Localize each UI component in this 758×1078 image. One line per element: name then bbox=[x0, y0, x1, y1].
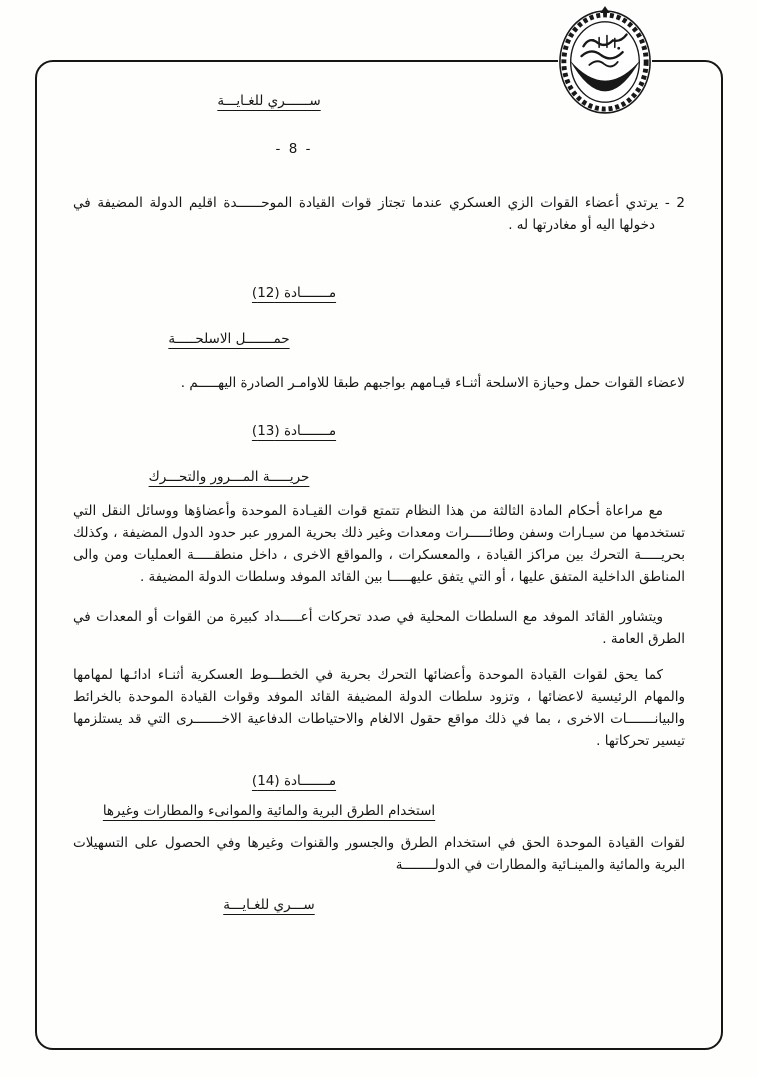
article-13-subject bbox=[0, 466, 535, 488]
article-14-title bbox=[0, 770, 600, 792]
article-13-title-text: مـــــــادة (13) bbox=[251, 423, 337, 439]
article-13-paragraph-1: مع مراعاة أحكام المادة الثالثة من هذا النظام تتمتع قوات القيـادة الموحدة وأعضاؤها ووسائل النقل التي تستخدمها من سيـارات وسفن وطائـــــرات ومعدات وغير ذلك بحرية المرور عبر حدود الدول المضيفة ، وكذلك بحريـــــة التحرك بين مراكز القيادة ، والمعسكرات ، والمواقع الاخرى ، داخل منطقـــــة العمليات ومن والى المناطق الداخلية المتفق عليها ، أو التي يتفق عليهـــــا بين القائد الموفد وسلطات الدولة المضيفة . bbox=[73, 503, 685, 585]
article-13-paragraph-3: كما يحق لقوات القيادة الموحدة وأعضائها التحرك بحرية في الخطـــوط العسكرية أثنـاء ادائـها لمهامها والمهام الرئيسية لاعضائها ، وتزود سلطات الدولة المضيفة القائد الموفد وقوات القيادة الموحدة بالخرائط والبيانـــــــات الاخرى ، بما في ذلك مواقع حقول الالغام والاحتياطات الدفاعية الاخـــــــرى التي قد يستلزمها تيسير تحركاتها . bbox=[73, 667, 685, 749]
classification-banner-top bbox=[0, 90, 575, 112]
article-13-paragraph-2: ويتشاور القائد الموفد مع السلطات المحلية في صدد تحركات أعـــــداد كبيرة من القوات أو المعدات في الطرق العامة . bbox=[73, 609, 685, 647]
article-14-title-text: مـــــــادة (14) bbox=[251, 773, 337, 789]
article-12-title bbox=[0, 282, 600, 304]
article-14-body: لقوات القيادة الموحدة الحق في استخدام الطرق والجسور والقنوات وغيرها وفي الحصول على التسهيلات البرية والمائية والمينـائية والمطارات في الدولــــــــة bbox=[73, 835, 685, 873]
article-12-subject-text: حمـــــــل الاسلحـــــة bbox=[168, 331, 290, 347]
article-13-title bbox=[0, 420, 600, 442]
article-12-body: لاعضاء القوات حمل وحيازة الاسلحة أثنـاء قيـامهم بواجبهم طبقا للاوامـر الصادرة اليهـــــم . bbox=[180, 375, 685, 391]
article-12-subject bbox=[0, 328, 535, 350]
clause-2-paragraph: 2 - يرتدي أعضاء القوات الزي العسكري عندما تجتاز قوات القيادة الموحــــــدة اقليم الدولة المضيفة في دخولها اليه أو مغادرتها له . bbox=[73, 195, 685, 233]
article-14-subject bbox=[0, 800, 575, 822]
classification-banner-bottom bbox=[0, 894, 575, 916]
page-number: - 8 - bbox=[275, 141, 313, 157]
article-12-title-text: مـــــــادة (12) bbox=[251, 285, 337, 301]
classification-text-bottom: ســـري للغـايـــة bbox=[223, 897, 315, 913]
article-13-subject-text: حريـــــة المـــرور والتحـــرك bbox=[148, 469, 310, 485]
classification-text-top: ســــــري للغـايـــة bbox=[217, 93, 321, 109]
article-14-subject-text: استخدام الطرق البرية والمائية والموانىء والمطارات وغيرها bbox=[102, 803, 436, 819]
document-content bbox=[73, 90, 685, 916]
